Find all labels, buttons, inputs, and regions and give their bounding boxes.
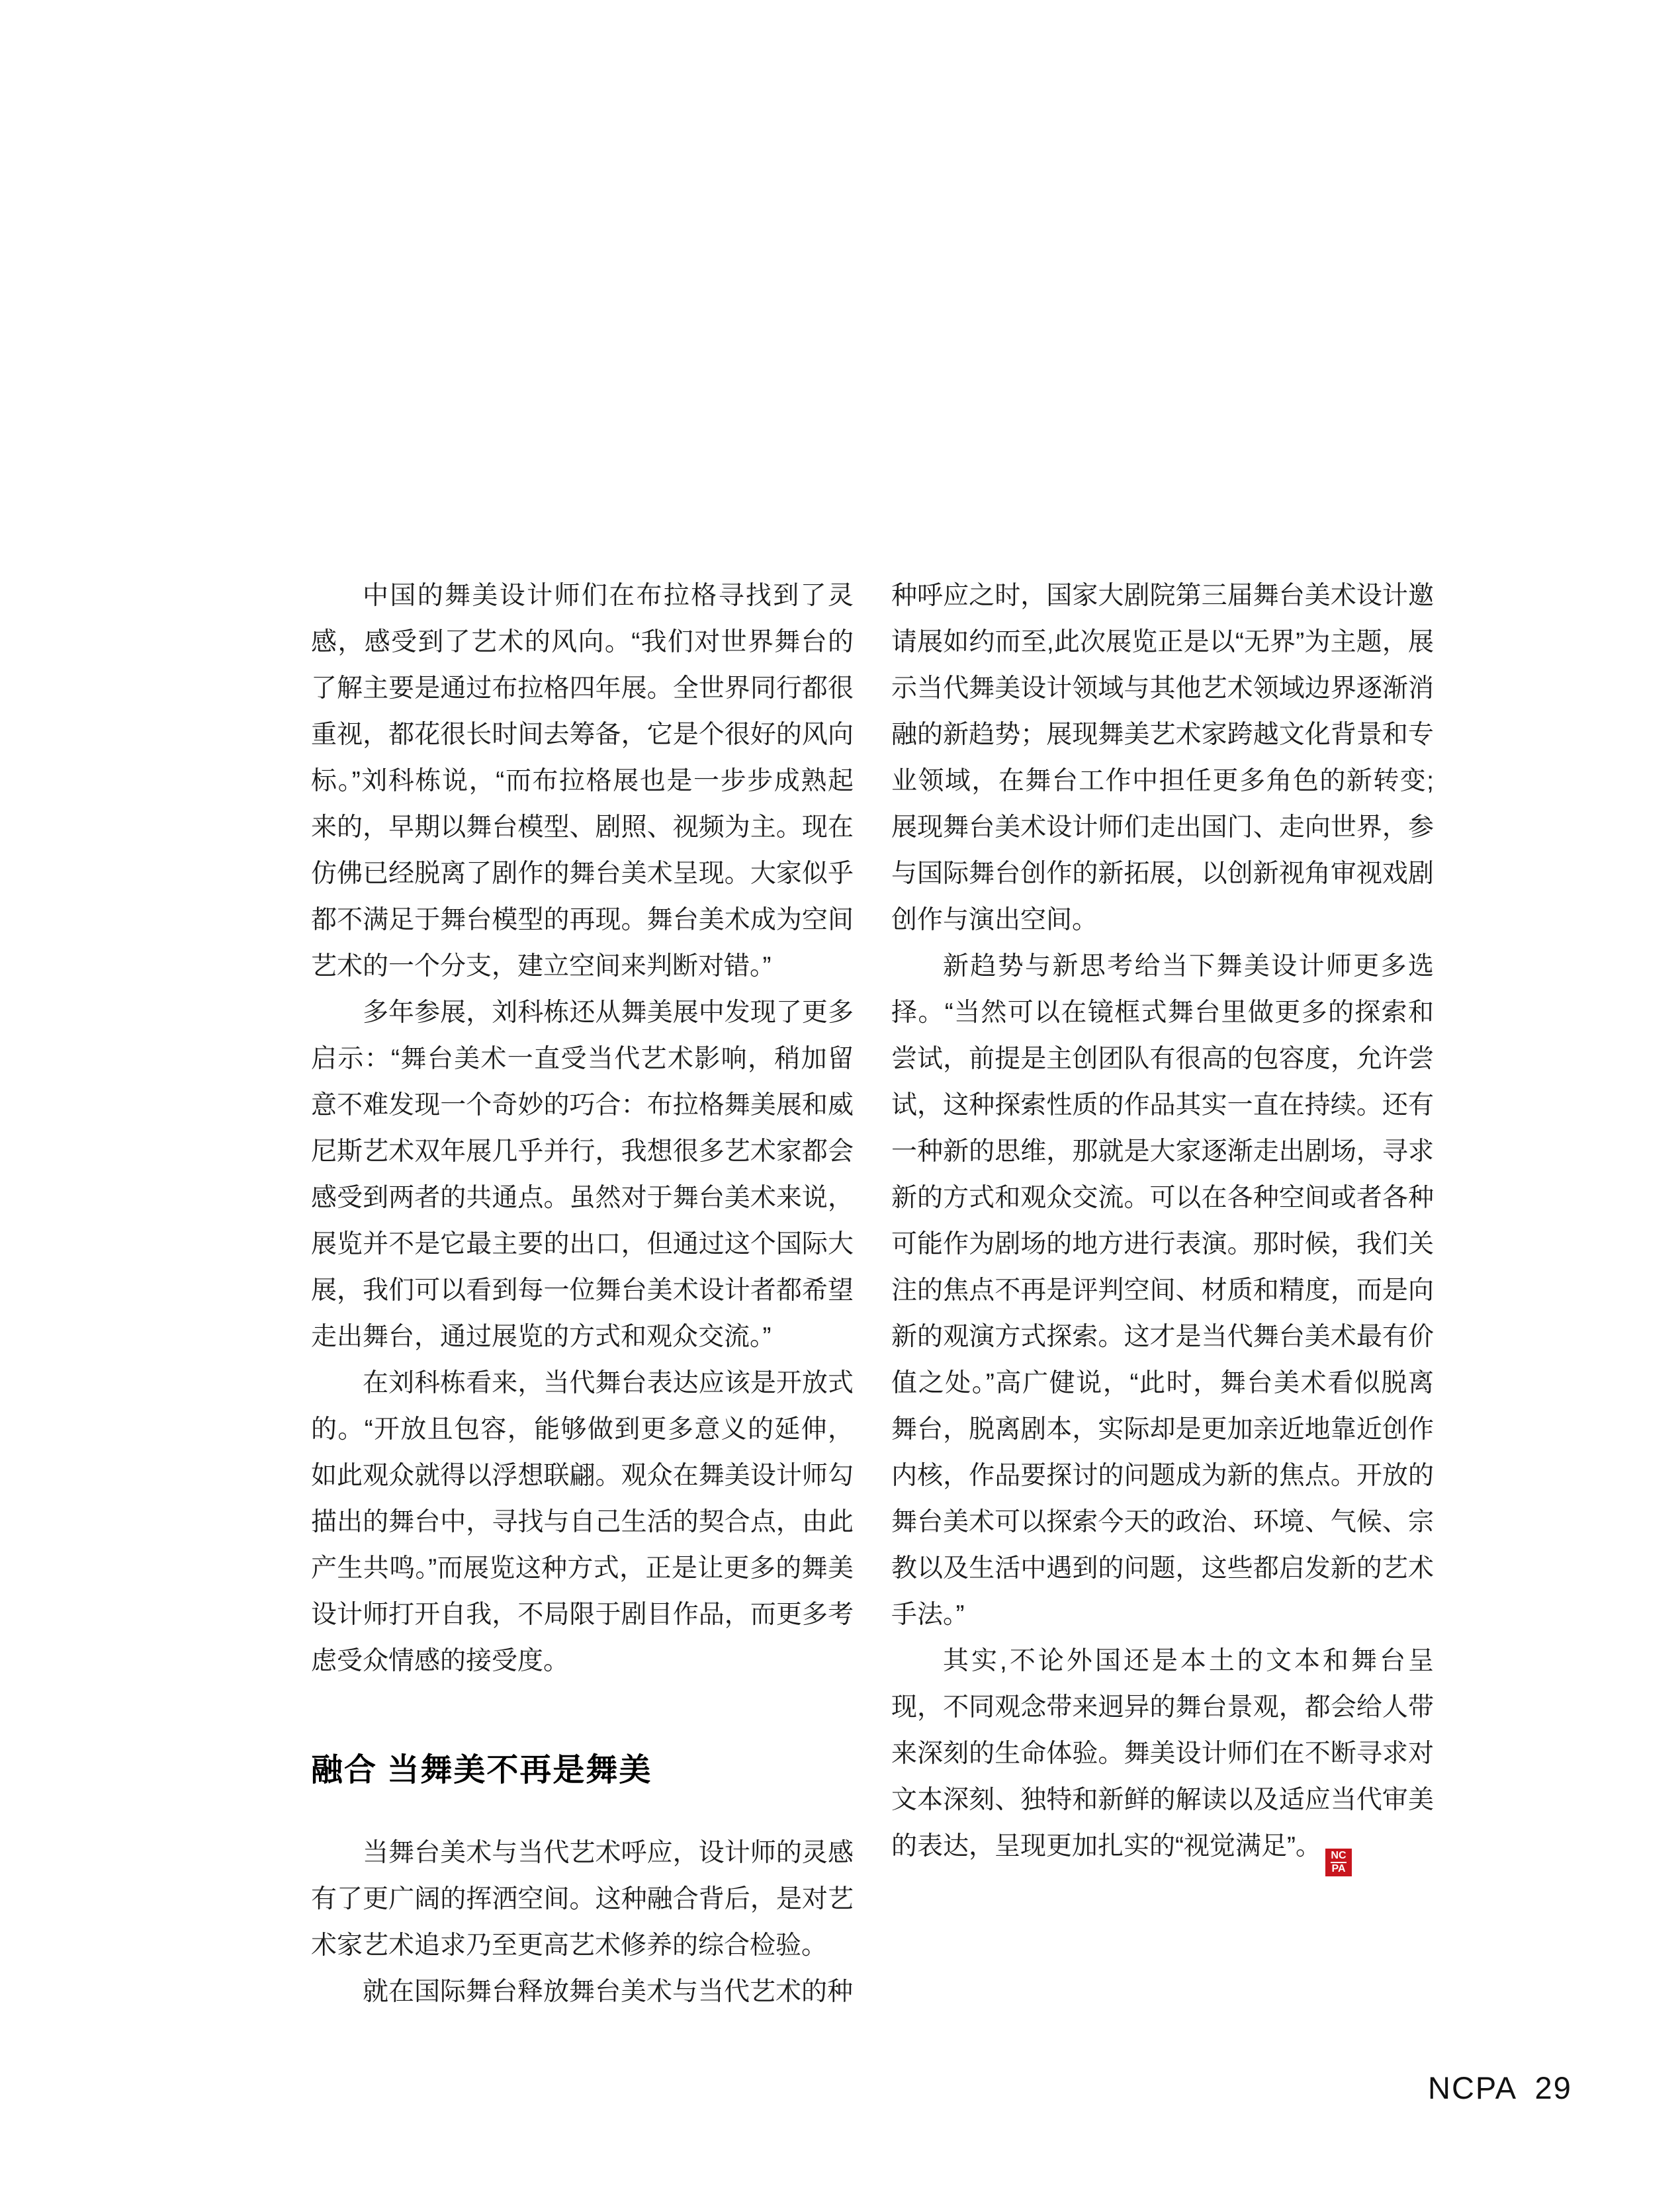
paragraph-continuation: 种呼应之时，国家大剧院第三届舞台美术设计邀请展如约而至,此次展览正是以“无界”为主题，展示当代舞美设计领域与其他艺术领域边界逐渐消融的新趋势；展现舞美艺术家跨越文化背景和专业领域，在舞台工作中担任更多角色的新转变;展现舞台美术设计师们走出国门、走向世界，参与国际舞台创作的新拓展，以创新视角审视戏剧创作与演出空间。 (891, 582, 1434, 934)
paragraph: 就在国际舞台释放舞台美术与当代艺术的种 (363, 1978, 854, 2006)
page-number: NCPA 29 (1428, 2070, 1572, 2105)
paragraph: 多年参展，刘科栋还从舞美展中发现了更多启示：“舞台美术一直受当代艺术影响，稍加留意不难发现一个奇妙的巧合：布拉格舞美展和威尼斯艺术双年展几乎并行，我想很多艺术家都会感受到两者的共通点。虽然对于舞台美术来说，展览并不是它最主要的出口，但通过这个国际大展，我们可以看到每一位舞台美术设计者都希望走出舞台，通过展览的方式和观众交流。” (311, 998, 854, 1351)
ncpa-logo-line1: NC (1331, 1850, 1346, 1863)
ncpa-end-mark-logo (1325, 1849, 1352, 1876)
paragraph: 当舞台美术与当代艺术呼应，设计师的灵感有了更广阔的挥洒空间。这种融合背后，是对艺术家艺术追求乃至更高艺术修养的综合检验。 (311, 1839, 854, 1960)
section-heading: 融合 当舞美不再是舞美 (311, 1753, 652, 1788)
paragraph: 在刘科栋看来，当代舞台表达应该是开放式的。“开放且包容，能够做到更多意义的延伸，如此观众就得以浮想联翩。观众在舞美设计师勾描出的舞台中，寻找与自己生活的契合点，由此产生共鸣。”而展览这种方式，正是让更多的舞美设计师打开自我，不局限于剧目作品，而更多考虑受众情感的接受度。 (311, 1369, 854, 1675)
right-column (891, 573, 1434, 2015)
left-column (311, 573, 854, 2015)
ncpa-logo-line2: PA (1331, 1862, 1346, 1874)
article-body (311, 573, 1434, 2015)
paragraph (891, 1638, 1434, 1876)
paragraph-text: 其实,不论外国还是本土的文本和舞台呈现，不同观念带来迥异的舞台景观，都会给人带来深刻的生命体验。舞美设计师们在不断寻求对文本深刻、独特和新鲜的解读以及适应当代审美的表达，呈现更加扎实的“视觉满足”。 (891, 1647, 1434, 1860)
paragraph: 新趋势与新思考给当下舞美设计师更多选择。“当然可以在镜框式舞台里做更多的探索和尝试，前提是主创团队有很高的包容度，允许尝试，这种探索性质的作品其实一直在持续。还有一种新的思维，那就是大家逐渐走出剧场，寻求新的方式和观众交流。可以在各种空间或者各种可能作为剧场的地方进行表演。那时候，我们关注的焦点不再是评判空间、材质和精度，而是向新的观演方式探索。这才是当代舞台美术最有价值之处。”高广健说，“此时，舞台美术看似脱离舞台，脱离剧本，实际却是更加亲近地靠近创作内核，作品要探讨的问题成为新的焦点。开放的舞台美术可以探索今天的政治、环境、气候、宗教以及生活中遇到的问题，这些都启发新的艺术手法。” (891, 952, 1434, 1629)
paragraph: 中国的舞美设计师们在布拉格寻找到了灵感，感受到了艺术的风向。“我们对世界舞台的了解主要是通过布拉格四年展。全世界同行都很重视，都花很长时间去筹备，它是个很好的风向标。”刘科栋说，“而布拉格展也是一步步成熟起来的，早期以舞台模型、剧照、视频为主。现在仿佛已经脱离了剧作的舞台美术呈现。大家似乎都不满足于舞台模型的再现。舞台美术成为空间艺术的一个分支，建立空间来判断对错。” (311, 582, 854, 981)
